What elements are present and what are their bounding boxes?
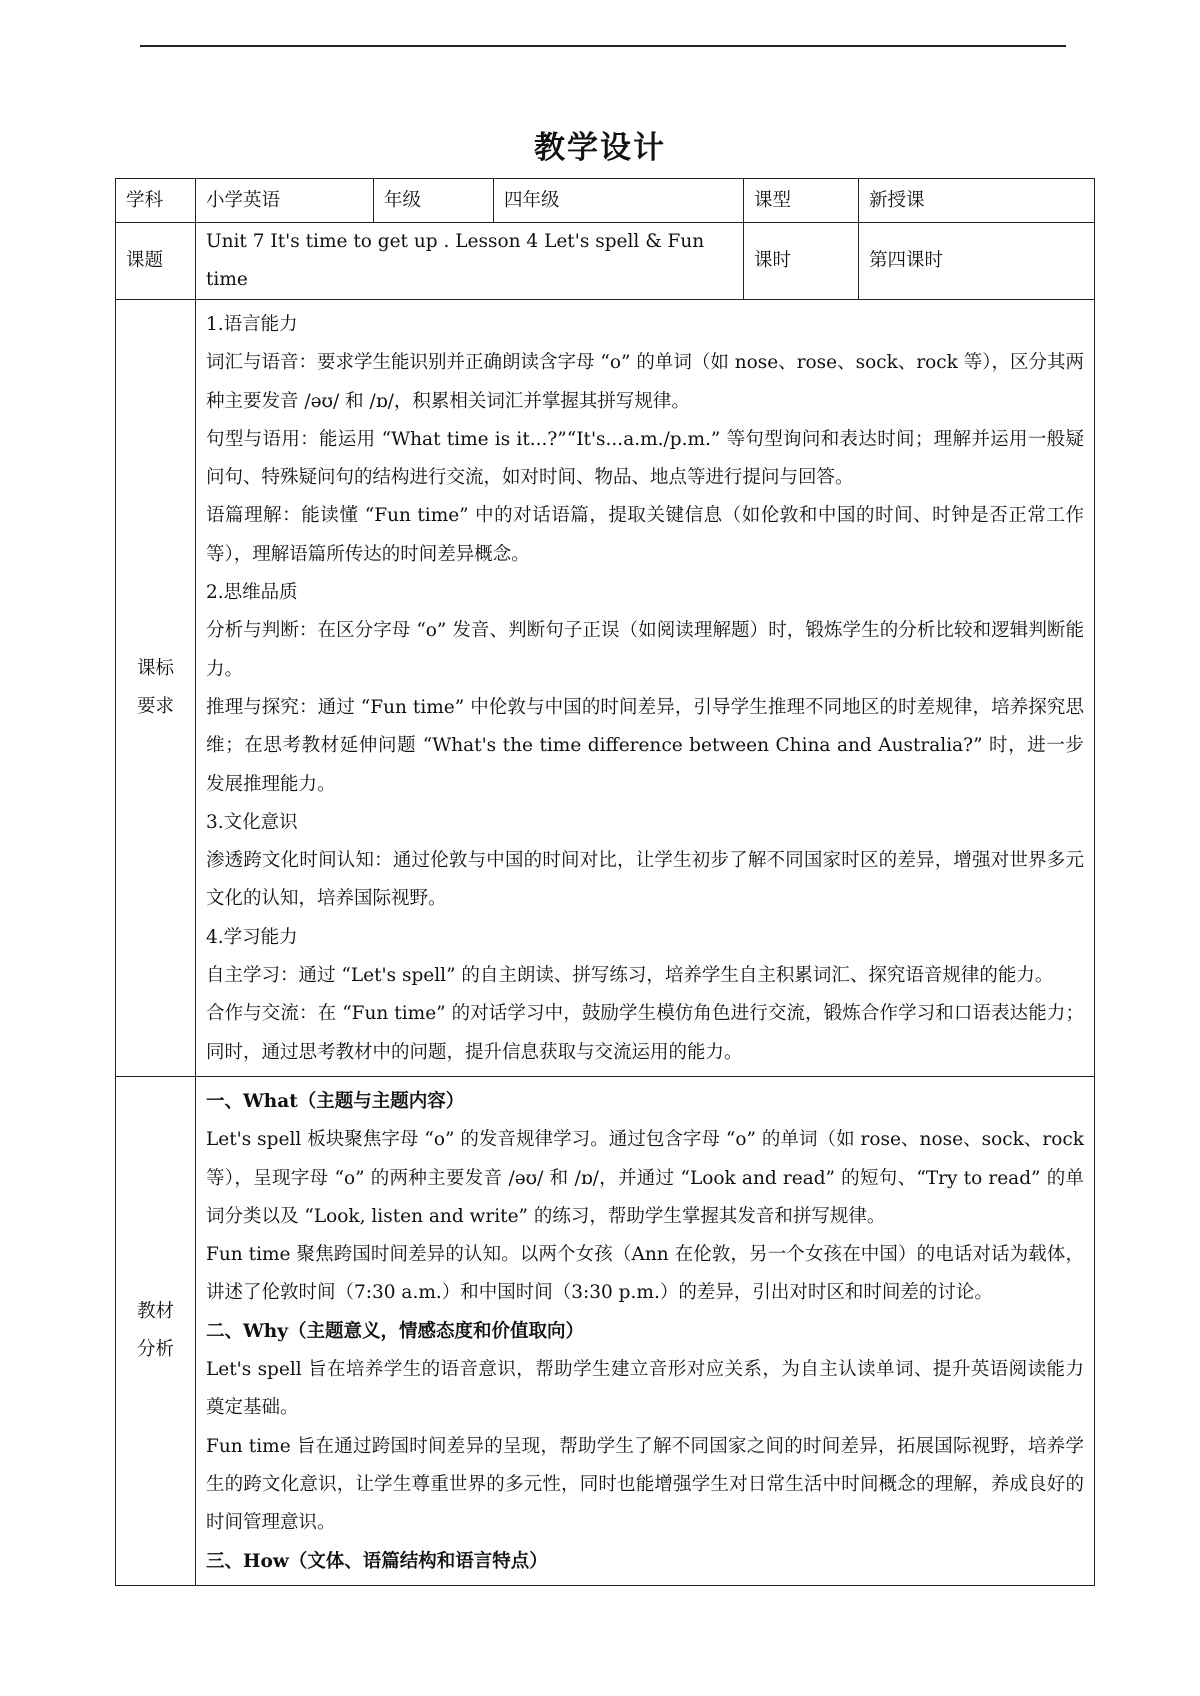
paragraph: 词汇与语音：要求学生能识别并正确朗读含字母 “o” 的单词（如 nose、rose、sock、rock 等），区分其两种主要发音 /əʊ/ 和 /ɒ/，积累相关词汇并掌握其拼写规律。: [206, 352, 1085, 412]
analysis-label-line1: 教材: [136, 1300, 174, 1322]
paragraph: 2.思维品质: [206, 582, 298, 604]
header-rule: [140, 45, 1066, 47]
document-title: 教学设计: [534, 130, 666, 166]
analysis-label: [116, 1076, 196, 1585]
standards-label: [116, 300, 196, 1077]
subject-value: 小学英语: [196, 179, 374, 223]
lesson-plan-table: [115, 178, 1095, 1586]
paragraph: 语篇理解：能读懂 “Fun time” 中的对话语篇，提取关键信息（如伦敦和中国的时间、时钟是否正常工作等），理解语篇所传达的时间差异概念。: [206, 505, 1084, 565]
paragraph: 1.语言能力: [206, 314, 298, 335]
paragraph: 3.文化意识: [206, 811, 298, 833]
period-value: 第四课时: [859, 223, 1095, 300]
paragraph: Let's spell 旨在培养学生的语音意识，帮助学生建立音形对应关系，为自主认读单词、提升英语阅读能力奠定基础。: [206, 1359, 1084, 1419]
analysis-row: [116, 1076, 1095, 1585]
subject-label: 学科: [116, 179, 196, 223]
lesson-type-label: 课型: [744, 179, 859, 223]
grade-label: 年级: [374, 179, 494, 223]
paragraph: 分析与判断：在区分字母 “o” 发音、判断句子正误（如阅读理解题）时，锻炼学生的分析比较和逻辑判断能力。: [206, 620, 1084, 680]
standards-label-line1: 课标: [136, 657, 174, 679]
paragraph: 渗透跨文化时间认知：通过伦敦与中国的时间对比，让学生初步了解不同国家时区的差异，增强对世界多元文化的认知，培养国际视野。: [206, 850, 1084, 910]
subject-row: [116, 179, 1095, 223]
period-label: 课时: [744, 223, 859, 300]
paragraph: 句型与语用：能运用 “What time is it...?”“It's...a.m./p.m.” 等句型询问和表达时间；理解并运用一般疑问句、特殊疑问句的结构进行交流，如对时间、物品、地点等进行提问与回答。: [206, 428, 1084, 489]
section-heading: 一、What（主题与主题内容）: [206, 1090, 465, 1112]
standards-content: [196, 300, 1095, 1077]
analysis-content: [196, 1076, 1095, 1585]
topic-row: [116, 223, 1095, 300]
lesson-type-value: 新授课: [859, 179, 1095, 223]
topic-label: 课题: [116, 223, 196, 300]
paragraph: Let's spell 板块聚焦字母 “o” 的发音规律学习。通过包含字母 “o” 的单词（如 rose、nose、sock、rock 等），呈现字母 “o” 的两种主要发音 /əʊ/ 和 /ɒ/，并通过 “Look and read” 的短句、“Try to read” 的单词分类以及 “Look, listen and write” 的练习，帮助学生掌握其发音和拼写规律。: [206, 1129, 1084, 1227]
paragraph: Fun time 旨在通过跨国时间差异的呈现，帮助学生了解不同国家之间的时间差异，拓展国际视野，培养学生的跨文化意识，让学生尊重世界的多元性，同时也能增强学生对日常生活中时间概念的理解，养成良好的时间管理意识。: [206, 1435, 1084, 1534]
standards-row: [116, 300, 1095, 1077]
paragraph: 合作与交流：在 “Fun time” 的对话学习中，鼓励学生模仿角色进行交流，锻炼合作学习和口语表达能力；同时，通过思考教材中的问题，提升信息获取与交流运用的能力。: [206, 1003, 1084, 1063]
paragraph: Fun time 聚焦跨国时间差异的认知。以两个女孩（Ann 在伦敦，另一个女孩在中国）的电话对话为载体，讲述了伦敦时间（7:30 a.m.）和中国时间（3:30 p.m.）的差异，引出对时区和时间差的讨论。: [206, 1244, 1084, 1304]
topic-value: Unit 7 It's time to get up . Lesson 4 Let's spell & Fun time: [196, 223, 744, 300]
section-heading: 二、Why（主题意义，情感态度和价值取向）: [206, 1320, 584, 1342]
analysis-label-line2: 分析: [136, 1338, 174, 1360]
section-heading: 三、How（文体、语篇结构和语言特点）: [206, 1550, 548, 1572]
paragraph: 推理与探究：通过 “Fun time” 中伦敦与中国的时间差异，引导学生推理不同地区的时差规律，培养探究思维；在思考教材延伸问题 “What's the time difference between China and Australia?” 时，进一步发展推理能力。: [206, 696, 1084, 795]
grade-value: 四年级: [494, 179, 744, 223]
paragraph: 自主学习：通过 “Let's spell” 的自主朗读、拼写练习，培养学生自主积累词汇、探究语音规律的能力。: [206, 965, 1054, 987]
paragraph: 4.学习能力: [206, 926, 298, 948]
standards-label-line2: 要求: [136, 695, 174, 717]
